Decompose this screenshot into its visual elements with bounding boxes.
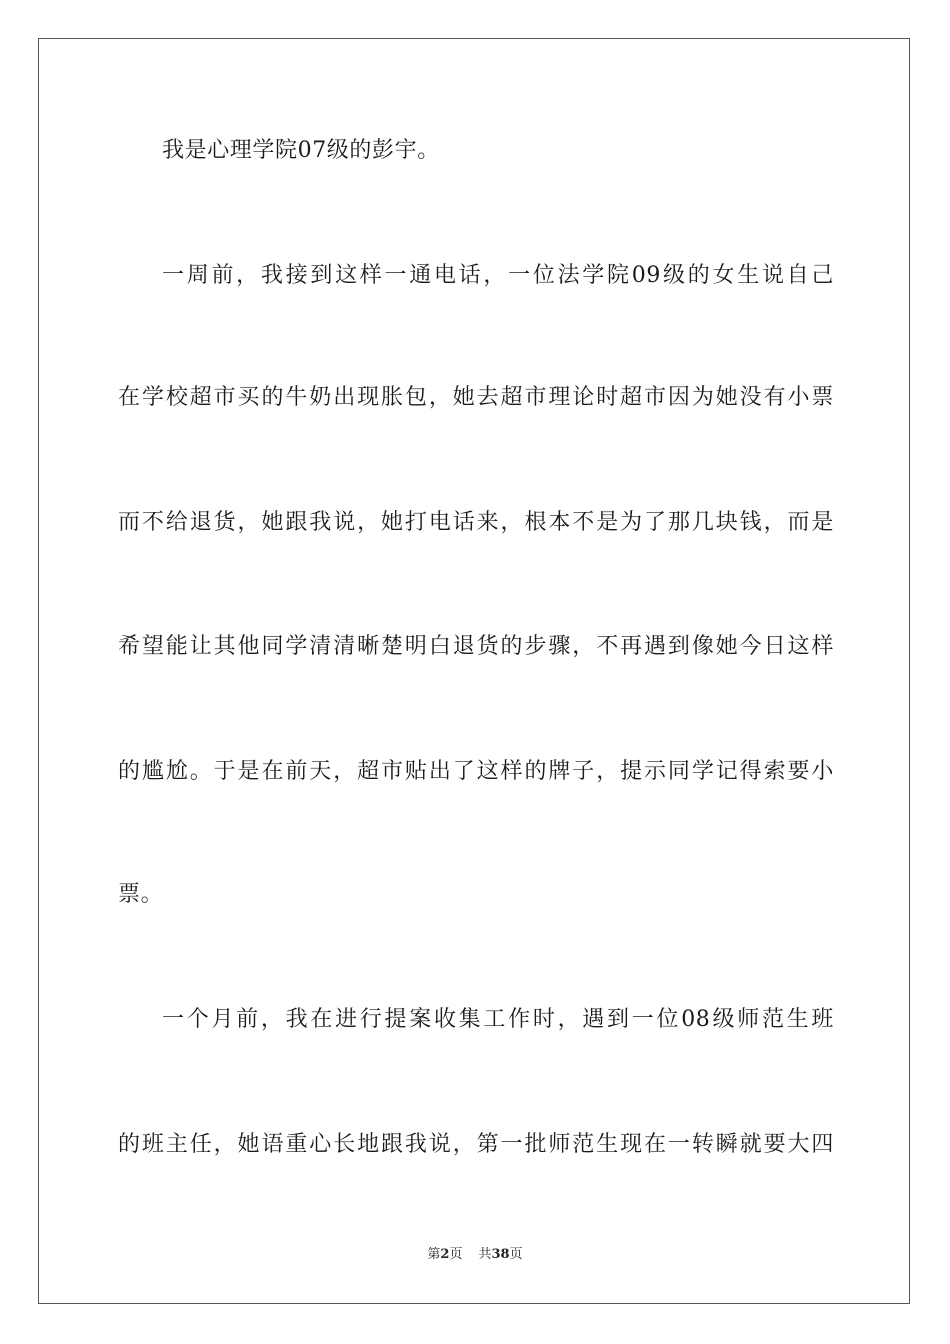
paragraph-line-3: 在学校超市买的牛奶出现胀包，她去超市理论时超市因为她没有小票 bbox=[118, 385, 834, 410]
footer-page-total: 38 bbox=[491, 1247, 510, 1262]
footer-total-unit: 页 bbox=[509, 1247, 523, 1262]
paragraph-line-8: 一个月前，我在进行提案收集工作时，遇到一位08级师范生班 bbox=[162, 1007, 834, 1032]
page-border bbox=[38, 38, 910, 1304]
footer-page-unit: 页 bbox=[449, 1247, 463, 1262]
paragraph-line-6: 的尴尬。于是在前天，超市贴出了这样的牌子，提示同学记得索要小 bbox=[118, 759, 834, 784]
paragraph-line-2: 一周前，我接到这样一通电话，一位法学院09级的女生说自己 bbox=[162, 263, 834, 288]
paragraph-line-1: 我是心理学院07级的彭宇。 bbox=[162, 138, 440, 163]
paragraph-line-5: 希望能让其他同学清清晰楚明白退货的步骤，不再遇到像她今日这样 bbox=[118, 634, 834, 659]
footer-page-prefix: 第 bbox=[427, 1247, 441, 1262]
footer-total-prefix: 共 bbox=[478, 1247, 492, 1262]
paragraph-line-7: 票。 bbox=[118, 882, 164, 907]
paragraph-line-9: 的班主任，她语重心长地跟我说，第一批师范生现在一转瞬就要大四 bbox=[118, 1132, 834, 1157]
footer-page-current: 2 bbox=[440, 1247, 450, 1262]
page-footer bbox=[0, 1246, 950, 1264]
paragraph-line-4: 而不给退货，她跟我说，她打电话来，根本不是为了那几块钱，而是 bbox=[118, 510, 834, 535]
